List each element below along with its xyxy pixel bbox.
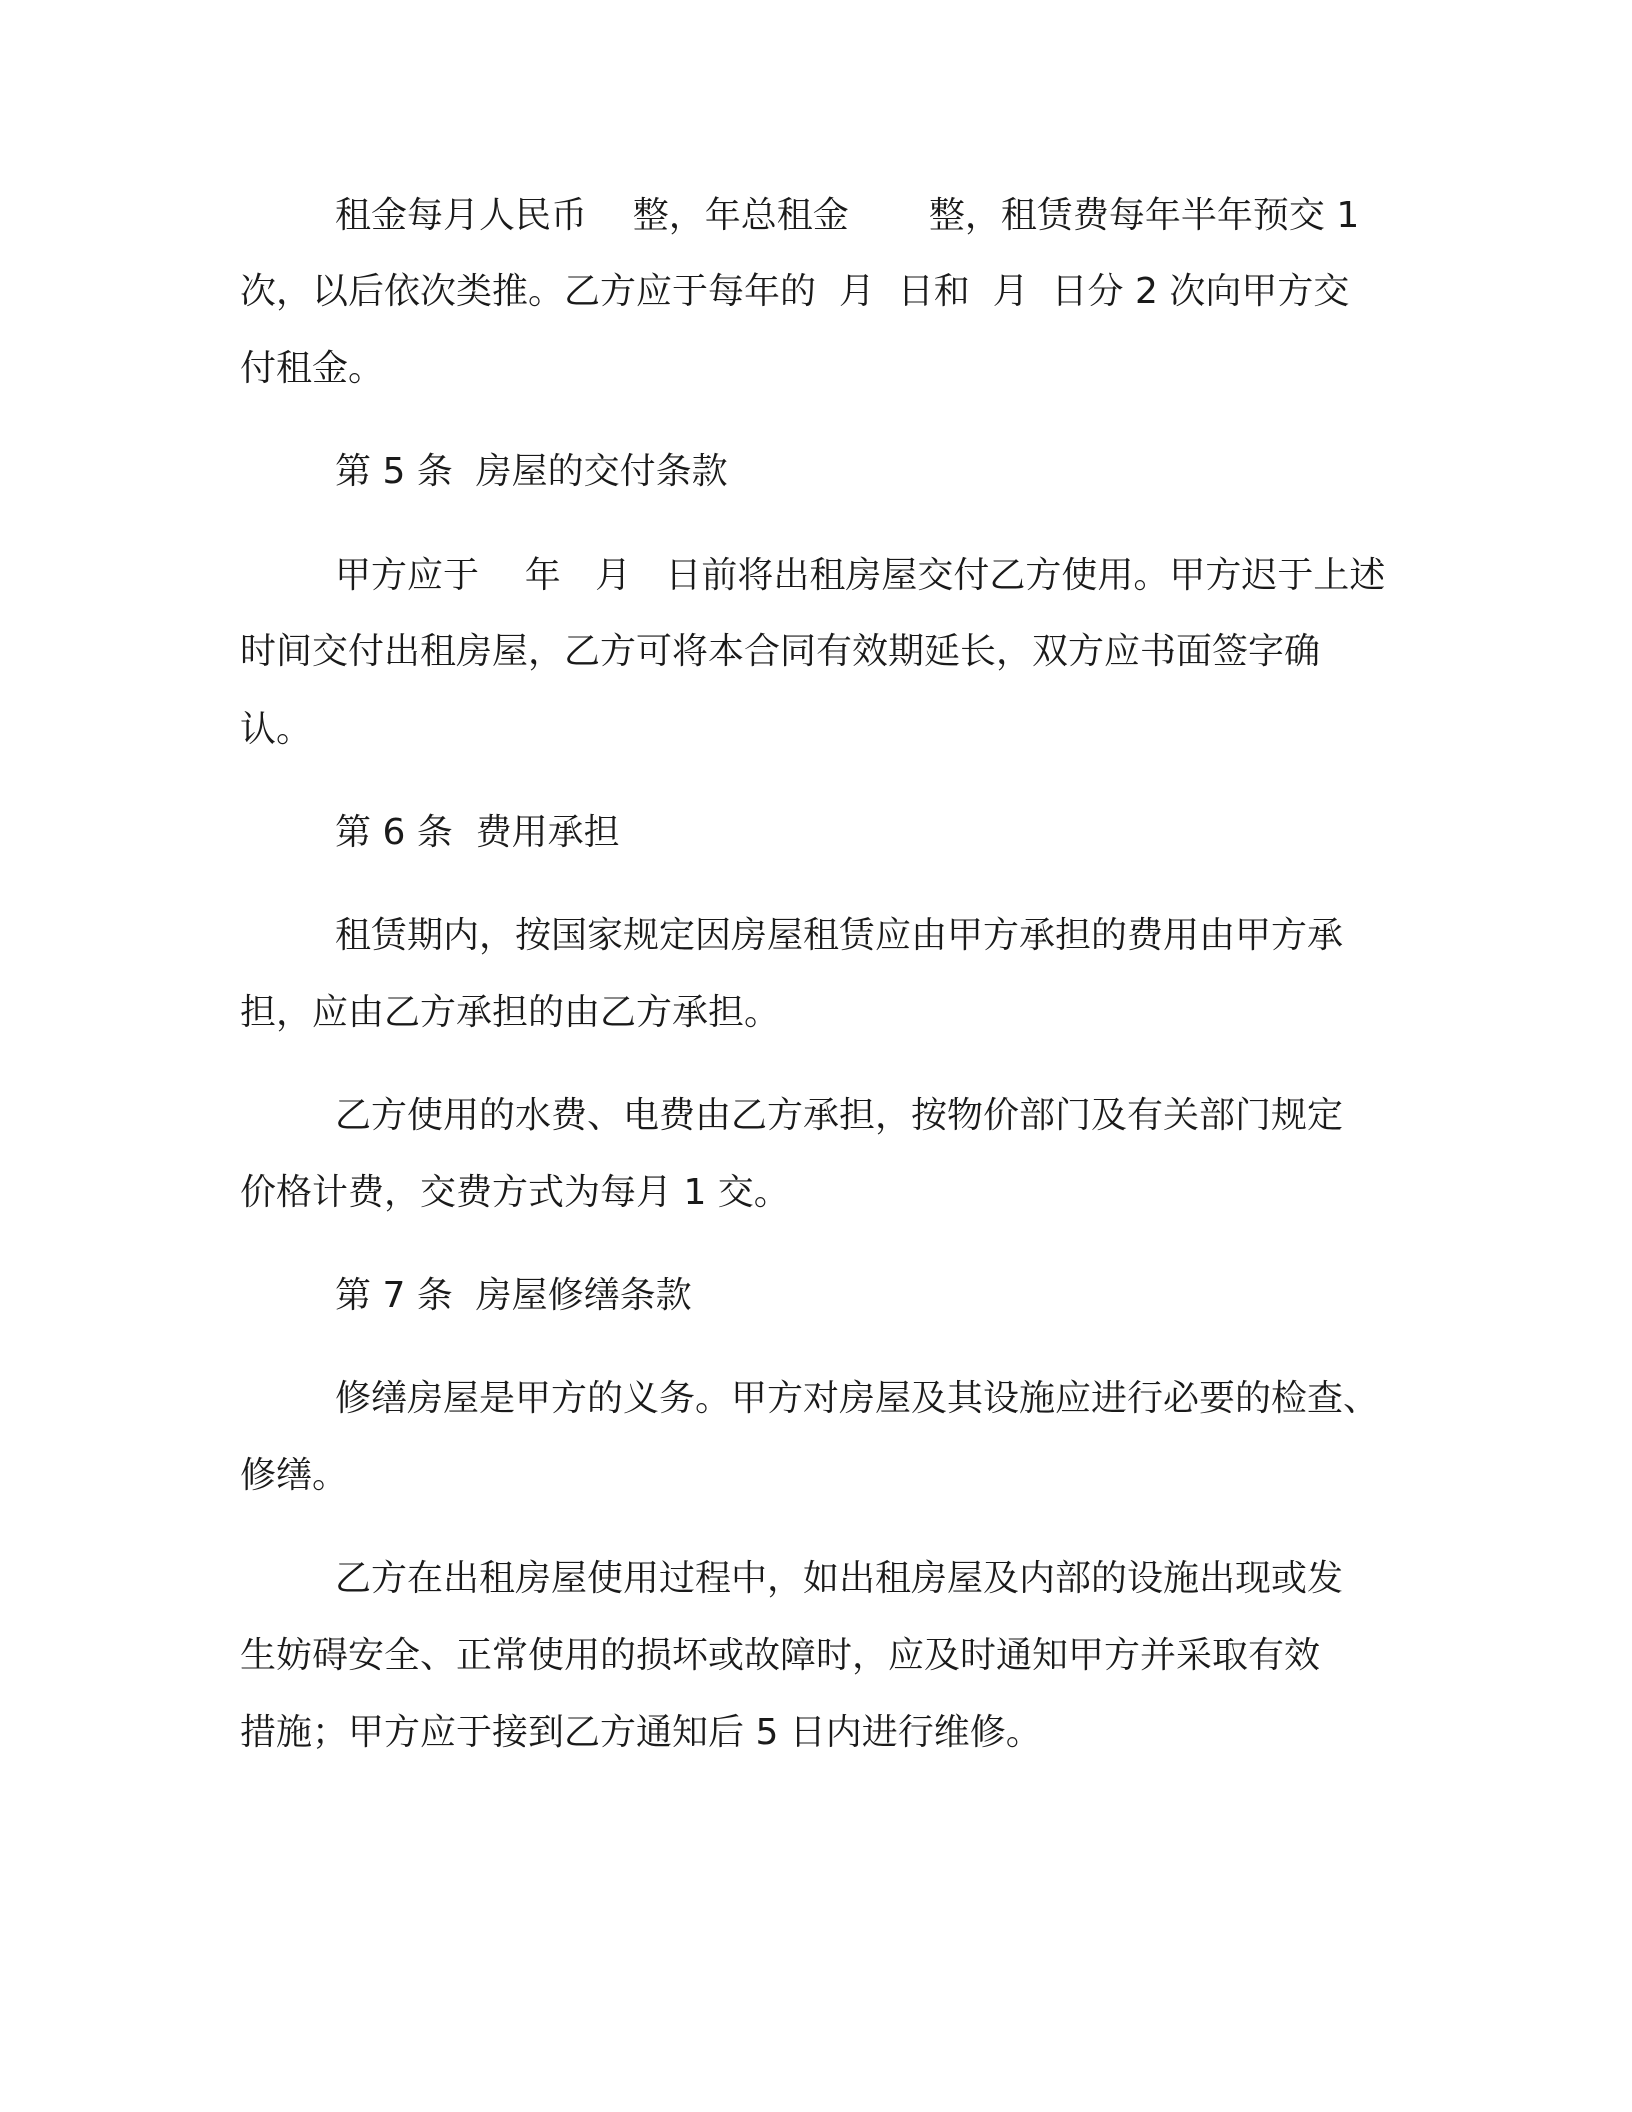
rent-paragraph-line-3: 付租金。 — [240, 348, 385, 389]
article-6-heading: 第 6 条 费用承担 — [335, 812, 620, 853]
delivery-paragraph-line-2: 时间交付出租房屋，乙方可将本合同有效期延长，双方应书面签字确 — [240, 631, 1321, 672]
rent-paragraph-line-2: 次，以后依次类推。乙方应于每年的 月 日和 月 日分 2 次向甲方交 — [240, 271, 1350, 312]
delivery-paragraph-line-1: 甲方应于 年 月 日前将出租房屋交付乙方使用。甲方迟于上述 — [335, 555, 1386, 596]
repair-paragraph-line-2: 修缮。 — [240, 1455, 349, 1496]
fault-paragraph-line-2: 生妨碍安全、正常使用的损坏或故障时，应及时通知甲方并采取有效 — [240, 1635, 1321, 1676]
delivery-paragraph-line-3: 认。 — [240, 709, 313, 750]
fault-paragraph-line-3: 措施；甲方应于接到乙方通知后 5 日内进行维修。 — [240, 1712, 1042, 1753]
article-7-heading: 第 7 条 房屋修缮条款 — [335, 1275, 692, 1316]
rent-paragraph-line-1: 租金每月人民币 整，年总租金 整，租赁费每年半年预交 1 — [335, 195, 1360, 236]
article-5-heading: 第 5 条 房屋的交付条款 — [335, 451, 728, 492]
cost-paragraph-line-2: 担，应由乙方承担的由乙方承担。 — [240, 992, 781, 1033]
cost-paragraph-line-1: 租赁期内，按国家规定因房屋租赁应由甲方承担的费用由甲方承 — [335, 915, 1344, 956]
repair-paragraph-line-1: 修缮房屋是甲方的义务。甲方对房屋及其设施应进行必要的检查、 — [335, 1378, 1380, 1419]
utilities-paragraph-line-1: 乙方使用的水费、电费由乙方承担，按物价部门及有关部门规定 — [335, 1095, 1344, 1136]
utilities-paragraph-line-2: 价格计费，交费方式为每月 1 交。 — [240, 1172, 790, 1213]
fault-paragraph-line-1: 乙方在出租房屋使用过程中，如出租房屋及内部的设施出现或发 — [335, 1558, 1344, 1599]
